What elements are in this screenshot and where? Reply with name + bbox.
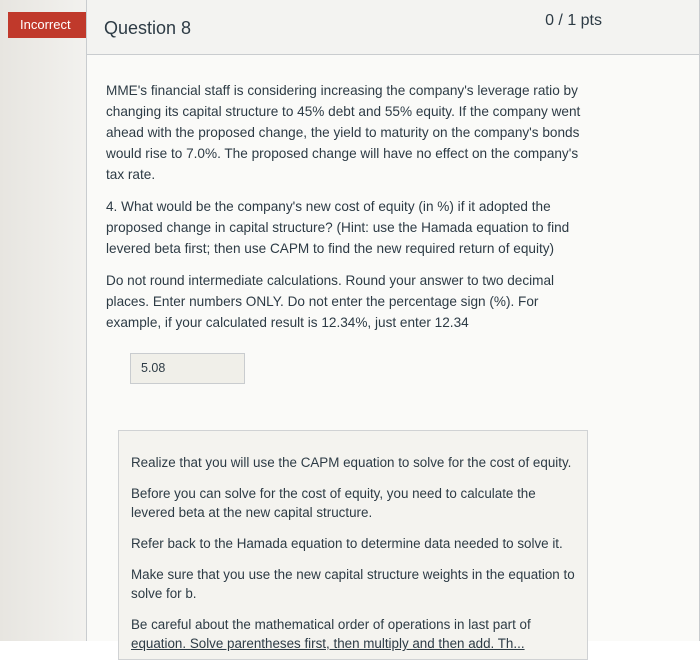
feedback-line-5b: equation. Solve parentheses first, then multiply and then add. Th...: [131, 636, 525, 651]
feedback-line-4: Make sure that you use the new capital structure weights in the equation to solve for b.: [131, 567, 575, 601]
question-text: [106, 80, 586, 344]
answer-input[interactable]: 5.08: [130, 353, 245, 384]
question-paragraph-2: 4. What would be the company's new cost of equity (in %) if it adopted the proposed change in capital structure? (Hint: use the Hamada equation to find levered beta first; then use CAPM to find the new required return of equity): [106, 199, 570, 256]
feedback-line-1: Realize that you will use the CAPM equation to solve for the cost of equity.: [131, 455, 572, 470]
feedback-line-5: [131, 615, 576, 653]
feedback-line-3: Refer back to the Hamada equation to determine data needed to solve it.: [131, 536, 563, 551]
question-paragraph-3: Do not round intermediate calculations. Round your answer to two decimal places. Enter numbers ONLY. Do not enter the percentage sign (%). For example, if your calculated result is 12.34%, just enter 12.34: [106, 273, 555, 330]
feedback-line-5a: Be careful about the mathematical order of operations in last part of: [131, 617, 531, 632]
feedback-line-2: Before you can solve for the cost of equity, you need to calculate the levered beta at the new capital structure.: [131, 486, 536, 520]
status-badge: Incorrect: [8, 12, 92, 38]
points-label: 0 / 1 pts: [545, 12, 602, 29]
feedback-text: [131, 453, 576, 653]
question-title: Question 8: [104, 18, 192, 38]
feedback-box: [118, 430, 588, 660]
question-paragraph-1: MME's financial staff is considering increasing the company's leverage ratio by changing its capital structure to 45% debt and 55% equity. If the company went ahead with the proposed change, the yield to maturity on the company's bonds would rise to 7.0%. The proposed change will have no effect on the company's tax rate.: [106, 83, 581, 182]
